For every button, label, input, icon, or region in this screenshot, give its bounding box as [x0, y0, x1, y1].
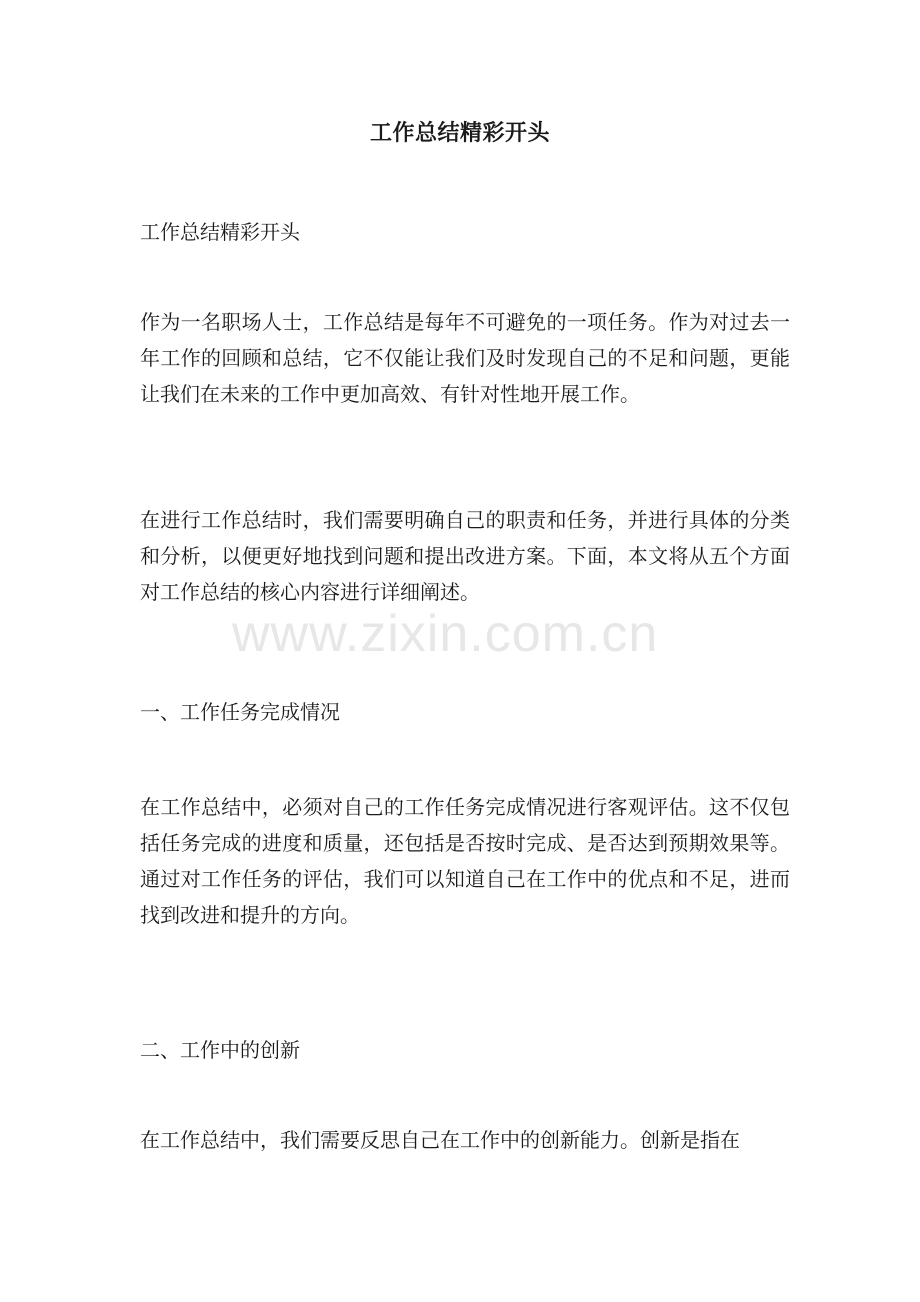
document-heading: 工作总结精彩开头: [140, 220, 300, 244]
paragraph-overview: 在进行工作总结时，我们需要明确自己的职责和任务，并进行具体的分类和分析，以便更好地找到问题和提出改进方案。下面，本文将从五个方面对工作总结的核心内容进行详细阐述。: [140, 508, 790, 604]
section-heading-task-completion: 一、工作任务完成情况: [140, 700, 340, 724]
watermark: www.zixin.com.cn: [232, 605, 659, 663]
document-title: 工作总结精彩开头: [369, 120, 550, 146]
paragraph-task-completion: 在工作总结中，必须对自己的工作任务完成情况进行客观评估。这不仅包括任务完成的进度和质量，还包括是否按时完成、是否达到预期效果等。通过对工作任务的评估，我们可以知道自己在工作中的优点和不足，进而找到改进和提升的方向。: [140, 795, 790, 927]
paragraph-innovation: 在工作总结中，我们需要反思自己在工作中的创新能力。创新是指在: [140, 1128, 740, 1152]
paragraph-intro: 作为一名职场人士，工作总结是每年不可避免的一项任务。作为对过去一年工作的回顾和总结，它不仅能让我们及时发现自己的不足和问题，更能让我们在未来的工作中更加高效、有针对性地开展工作。: [140, 310, 790, 406]
section-heading-innovation: 二、工作中的创新: [140, 1038, 300, 1062]
